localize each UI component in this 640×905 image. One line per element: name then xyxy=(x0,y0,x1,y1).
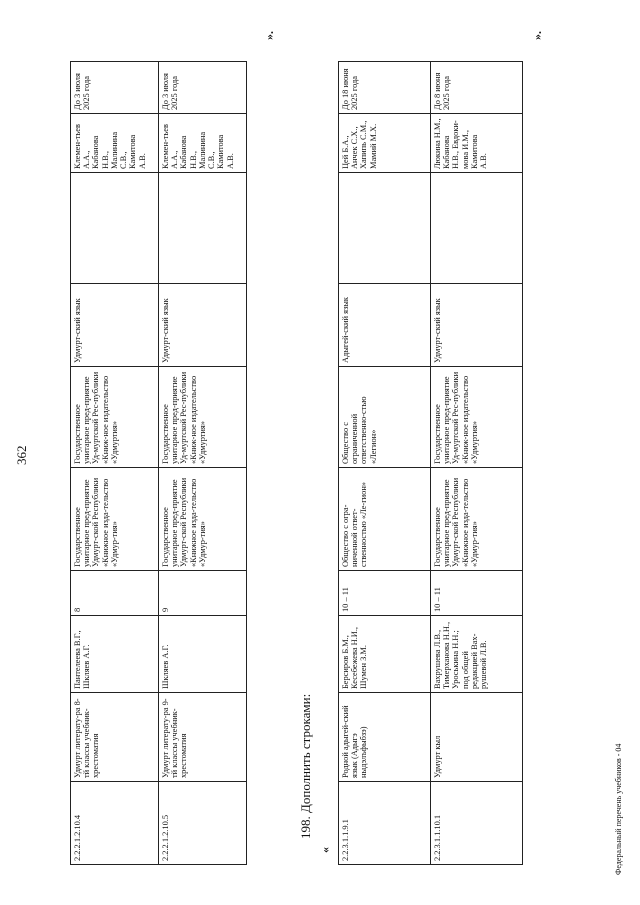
opening-quote: « xyxy=(318,847,332,853)
section-heading: 198. Дополнить строками: xyxy=(298,693,313,839)
table-row xyxy=(159,62,247,865)
table-cell: До 3 июля 2025 года xyxy=(159,62,247,114)
table-cell: Государственное унитарное пред-приятие Уд-муртской Рес-публики «Книж-ное издательство «Удмуртия» xyxy=(159,367,247,468)
table-cell: 8 xyxy=(71,571,159,616)
table-cell: 2.2.3.1.1.10.1 xyxy=(431,782,523,865)
table-row xyxy=(339,62,431,865)
table-cell: 2.2.2.1.2.10.4 xyxy=(71,782,159,865)
table-cell: До 18 июня 2025 года xyxy=(339,62,431,114)
table-cell: Общество с огра-ниченной ответ-ственностью «Ле-гион» xyxy=(339,468,431,571)
table-cell: Клемен-тьев А.А., Кабанова Н.В., Малинина С.В., Камитова А.В. xyxy=(71,114,159,173)
table-cell: Удмурт кыл xyxy=(431,693,523,782)
table-cell: Общество с ограниченной ответственно-стью «Легион» xyxy=(339,367,431,468)
closing-quote-2: ». xyxy=(530,31,544,40)
table-cell: Государственное унитарное пред-приятие Уд-муртской Рес-публики «Книж-ное издательство «Удмуртия» xyxy=(71,367,159,468)
table-row xyxy=(71,62,159,865)
table-cell: Удмурт литерату-ра 8-тй классы учебник-хрестоматия xyxy=(71,693,159,782)
table-cell: 2.2.3.1.1.9.1 xyxy=(339,782,431,865)
table-existing-rows xyxy=(70,61,247,865)
table-cell: 9 xyxy=(159,571,247,616)
table-added-rows xyxy=(338,61,523,865)
table-cell: Удмурт-ский язык xyxy=(71,284,159,367)
table-cell: Клемен-тьев А.А., Кабанова Н.В., Малинина С.В., Камитова А.В. xyxy=(159,114,247,173)
closing-quote-1: ». xyxy=(262,31,276,40)
table-cell: Государственное унитарное пред-приятие Удмурт-ской Республики «Книжное изда-тельство «Удмур-тия» xyxy=(431,468,523,571)
table-cell: Берсиров Б.М., Кесебежева Н.И., Шумен З.М. xyxy=(339,616,431,693)
table-cell: Государственное унитарное пред-приятие Удмурт-ской Республики «Книжное изда-тельство «Удмур-тия» xyxy=(71,468,159,571)
table-cell: Удмурт-ский язык xyxy=(159,284,247,367)
table-cell: Пантелеева В.Г., Шкляев А.Г. xyxy=(71,616,159,693)
table-row xyxy=(431,62,523,865)
table-cell: До 8 июня 2025 года xyxy=(431,62,523,114)
table-cell: Шкляев А.Г. xyxy=(159,616,247,693)
table-cell: Адыгей-ский язык xyxy=(339,284,431,367)
footer-note: Федеральный перечень учебников - 04 xyxy=(614,743,623,875)
table-cell: Цей Б.А., Анчек С.Х., Хапипь С.М., Мамий М.Х. xyxy=(339,114,431,173)
table-cell: 2.2.2.1.2.10.5 xyxy=(159,782,247,865)
table-cell xyxy=(431,173,523,284)
table-cell xyxy=(159,173,247,284)
table-cell: Люкина Н.М., Кабанова Н.В., Евдоки-мова И.М., Камитова А.В. xyxy=(431,114,523,173)
table-cell xyxy=(339,173,431,284)
table-cell: Удмурт-ский язык xyxy=(431,284,523,367)
table-cell: До 3 июля 2025 года xyxy=(71,62,159,114)
table-cell: Родной адыгей-ский язык (Адыгэ ныдэлъфыбзэ) xyxy=(339,693,431,782)
page-number: 362 xyxy=(14,445,29,465)
table-cell: Государственное унитарное пред-приятие Уд-муртской Рес-публики «Книж-ное издательство «Удмуртия» xyxy=(431,367,523,468)
table-cell: Вахрушева Л.В., Тимерханова Н.Н., Уроськина Н.Н.; под общей редакцией Вах-рушевой Л.В. xyxy=(431,616,523,693)
table-cell: Удмурт литерату-ра 9-тй классы учебник-хрестоматия xyxy=(159,693,247,782)
table-cell: Государственное унитарное пред-приятие Удмурт-ской Республики «Книжное изда-тельство «Удмур-тия» xyxy=(159,468,247,571)
table-cell: 10 – 11 xyxy=(339,571,431,616)
table-cell: 10 – 11 xyxy=(431,571,523,616)
table-cell xyxy=(71,173,159,284)
